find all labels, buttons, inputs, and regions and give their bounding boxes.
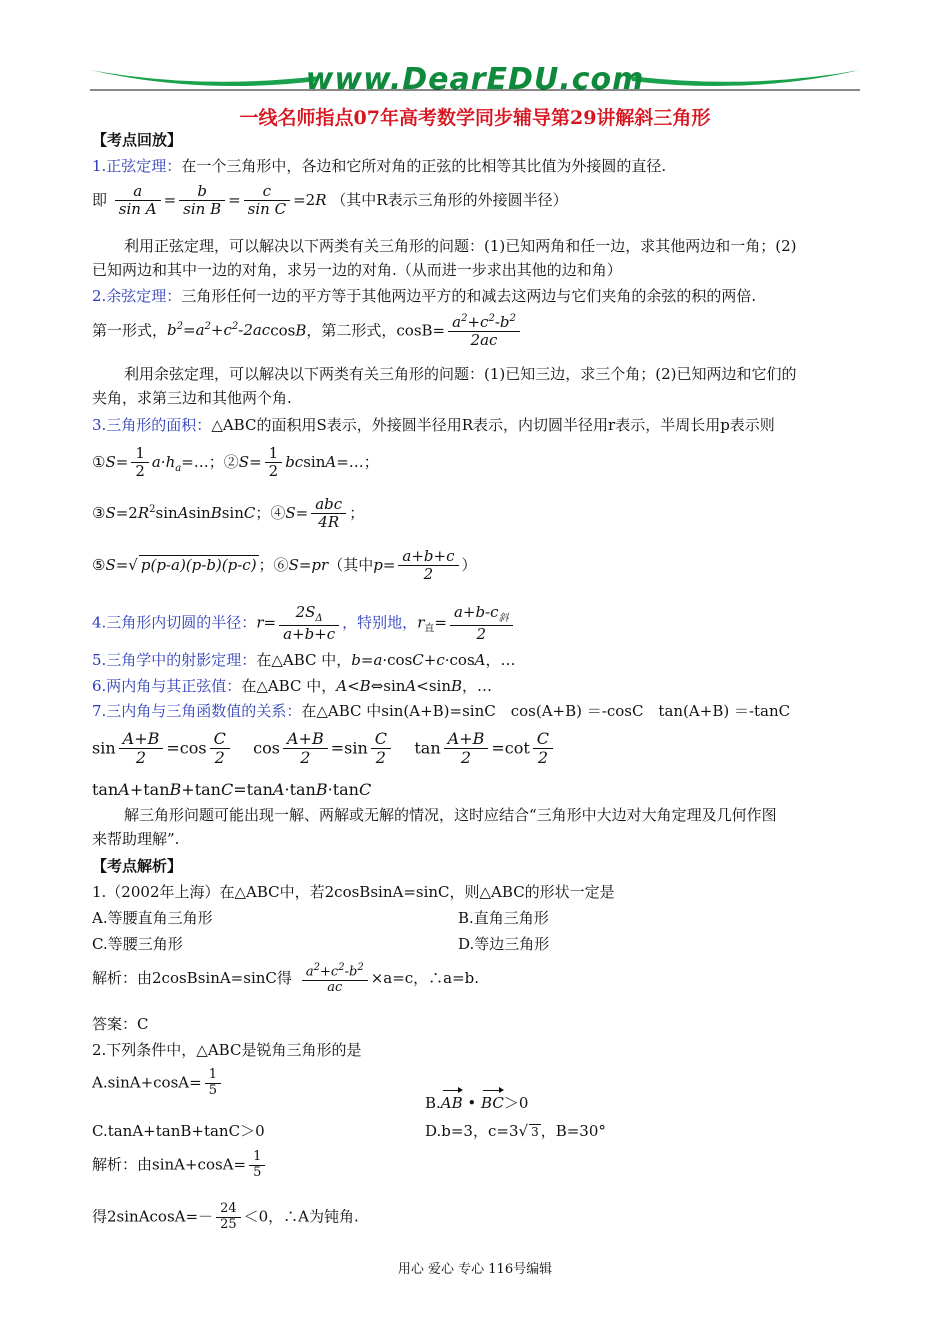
vector-bc: BC	[481, 1088, 504, 1114]
item-angle-relations	[92, 702, 790, 722]
paragraph-cosine: 利用余弦定理，可以解决以下两类有关三角形的问题：(1)已知三边，求三个角；(2)已知两边和它们的	[124, 365, 797, 383]
item-sine-law	[92, 157, 666, 177]
half-angle-formulas: sin $\frac{A+B}{2}$ =cos $\frac{C}{2}$ cos $\frac{A+B}{2}$ =sin $\frac{C}{2}$ tan $\frac{A+B}{2}$ =cot $\frac{C}{2}$	[92, 730, 556, 768]
cosine-law-formula: 第一形式，$b^2=a^2+c^2-2accosB$，第二形式，cosB= $\frac{a^2+c^2-b^2}{2ac}$	[92, 313, 523, 350]
item-label: 6.两内角与其正弦值：	[92, 677, 242, 695]
item-label: 1.正弦定理：	[92, 157, 182, 175]
paragraph-sine: 利用正弦定理，可以解决以下两类有关三角形的问题：(1)已知两角和任一边，求其他两边和一角；(2)	[124, 237, 797, 255]
area-formulas-3: ⑤S=√ p(p-a)(p-b)(p-c) ；⑥S=pr（其中p= $\frac{a+b+c}{2}$ ）	[92, 547, 477, 584]
page-title: 一线名师指点07年高考数学同步辅导第29讲解斜三角形	[239, 107, 711, 129]
solution-prefix: 得2sinAcosA=－	[92, 1207, 214, 1226]
solution-prefix: 解析：由2cosBsinA=sinC得	[92, 969, 292, 988]
item-mid: ，特别地，	[342, 613, 418, 632]
option-text: A.sinA+cosA=	[92, 1073, 202, 1092]
item-angle-sine: 6.两内角与其正弦值：在△ABC 中，A<B⇔sinA<sinB，…	[92, 677, 493, 695]
q2-option-d: D.b=3，c=3√ 3 ，B=30°	[425, 1122, 606, 1140]
form1-label: 第一形式，	[92, 321, 168, 340]
item-inradius: 4.三角形内切圆的半径：r= $\frac{2S_\Delta}{a+b+c}$ ，特别地，$r_直=$ $\frac{a+b-c_斜}{2}$	[92, 604, 516, 643]
q1-option-a: A.等腰直角三角形	[92, 909, 213, 927]
q2-option-a: A.sinA+cosA= $\frac{1}{5}$	[92, 1068, 224, 1099]
option-suffix: ＞0	[503, 1094, 529, 1112]
solution-suffix: ×a=c，∴a=b.	[370, 969, 480, 988]
solution-suffix: ＜0，∴A为钝角.	[243, 1207, 359, 1226]
section-heading-analysis: 【考点解析】	[92, 857, 183, 875]
q2-solution-2: 得2sinAcosA=－ $\frac{24}{25}$ ＜0，∴A为钝角.	[92, 1201, 359, 1232]
paragraph-cosine-cont: 夹角，求第三边和其他两个角.	[92, 389, 292, 407]
paragraph-sine-cont: 已知两边和其中一边的对角，求另一边的对角.（从而进一步求出其他的边和角）	[92, 261, 622, 279]
q1-answer: 答案：C	[92, 1015, 149, 1033]
form2-label: ，第二形式，cosB=	[306, 321, 446, 340]
item-area	[92, 416, 775, 436]
option-text: D.b=3，c=3	[425, 1122, 519, 1140]
item-label: 3.三角形的面积：	[92, 416, 212, 434]
item-text: △ABC的面积用S表示，外接圆半径用R表示，内切圆半径用r表示，半周长用p表示则	[211, 416, 775, 434]
page-footer: 用心 爱心 专心 116号编辑	[397, 1262, 553, 1277]
area-formulas-1: ①S= $\frac{1}{2}$ $a\cdot h_a=\dots$；②S= $\frac{1}{2}$ bcsinA=…；	[92, 444, 379, 481]
question-2: 2.下列条件中，△ABC是锐角三角形的是	[92, 1041, 362, 1059]
item-label: 2.余弦定理：	[92, 287, 182, 305]
formula-note: （其中R表示三角形的外接圆半径）	[331, 190, 568, 209]
option-suffix: ，B=30°	[540, 1122, 606, 1140]
formula-prefix: 即	[92, 190, 108, 209]
q1-option-d: D.等边三角形	[458, 935, 550, 953]
vector-ab: AB	[441, 1088, 463, 1114]
paragraph-cases: 解三角形问题可能出现一解、两解或无解的情况，这时应结合“三角形中大边对大角定理及几何作图	[124, 806, 777, 824]
item-cosine-law	[92, 287, 756, 307]
item-label: 4.三角形内切圆的半径：	[92, 613, 257, 632]
q2-option-b: B.AB • BC＞0	[425, 1088, 528, 1114]
q2-solution-1: 解析：由sinA+cosA= $\frac{1}{5}$	[92, 1150, 268, 1181]
site-url: www.DearEDU.com	[305, 62, 645, 97]
q1-solution: 解析：由2cosBsinA=sinC得 $\frac{a^2+c^2-b^2}{ac}$ ×a=c，∴a=b.	[92, 962, 480, 996]
tan-identity: tanA+tanB+tanC=tanA·tanB·tanC	[92, 780, 372, 799]
q1-option-c: C.等腰三角形	[92, 935, 183, 953]
option-text: B.	[425, 1094, 441, 1112]
item-text: 在△ABC 中sin(A+B)=sinC cos(A+B) ＝-cosC tan(A+B) ＝-tanC	[301, 702, 791, 720]
section-heading-review: 【考点回放】	[92, 131, 183, 149]
solution-prefix: 解析：由sinA+cosA=	[92, 1155, 247, 1174]
item-text: 在一个三角形中，各边和它所对角的正弦的比相等其比值为外接圆的直径.	[181, 157, 667, 175]
area-formulas-2: $③S=2R^2sinAsinBsinC$；④S= $\frac{\text{abc}}{4R}$ ；	[92, 495, 365, 532]
q2-option-c: C.tanA+tanB+tanC＞0	[92, 1122, 265, 1140]
question-1: 1.（2002年上海）在△ABC中，若2cosBsinA=sinC，则△ABC的形状一定是	[92, 883, 615, 901]
item-text: 在△ABC 中，	[256, 651, 352, 669]
item-projection: 5.三角学中的射影定理：在△ABC 中，b=a·cosC+c·cosA，…	[92, 651, 516, 669]
item-label: 5.三角学中的射影定理：	[92, 651, 257, 669]
item-label: 7.三内角与三角函数值的关系：	[92, 702, 302, 720]
q1-option-b: B.直角三角形	[458, 909, 549, 927]
item-text: 在△ABC 中，	[241, 677, 337, 695]
site-banner	[90, 60, 860, 102]
paragraph-cases-cont: 来帮助理解”.	[92, 830, 180, 848]
item-text: 三角形任何一边的平方等于其他两边平方的和减去这两边与它们夹角的余弦的积的两倍.	[181, 287, 757, 305]
sine-law-formula: 即 $\frac{a}{\text{sin A}}$ = $\frac{b}{\text{sin B}}$ = $\frac{c}{\text{sin C}}$ =2R （其中R表示三角形的外接圆半径）	[92, 182, 568, 219]
